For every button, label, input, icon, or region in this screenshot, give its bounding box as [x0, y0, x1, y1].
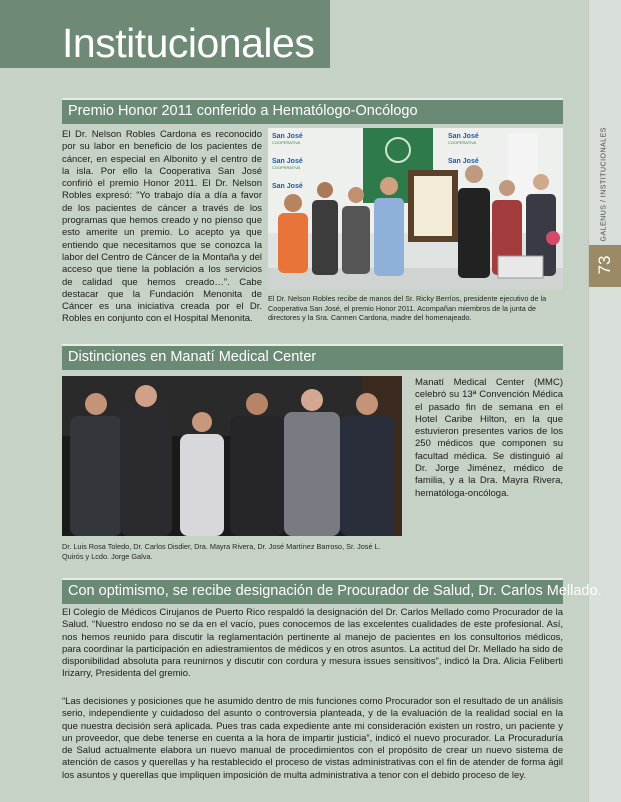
- article-paragraph: “Las decisiones y posiciones que he asumido dentro de mis funciones como Procurador son el resultado de un análisis serio, independiente y cuidadoso del asunto o controversia planteada, y de la evaluación de la realidad social en la que nuestra decisión será aplicada. Pues tras cada expediente ante mi consideración existen un rostro, un paciente y un proveedor, que debe tenerse en cuenta a la hora de impartir justicia”, indicó el nuevo procurador. La Procuraduría de Salud actualmente elabora un nuevo manual de procedimientos con el propósito de crear un nuevo sistema de atención de casos y querellas y ha restablecido el proceso de vistas administrativas con el fin de atender de forma ágil los asuntos y querellas que impliquen imposición de multa administrativa a tenor con el debido proceso de ley.: [62, 696, 563, 781]
- photo-caption: El Dr. Nelson Robles recibe de manos del Sr. Ricky Berríos, presidente ejecutivo de la Cooperativa San José, el premio Honor 2011. Acompañan miembros de la junta de directores y la Sra. Carmen Cardona, madre del homenajeado.: [268, 294, 547, 323]
- section-heading-bar: [62, 98, 563, 124]
- section-label: GALENUS / INSTITUCIONALES: [600, 127, 608, 242]
- page-title: Institucionales: [62, 20, 315, 66]
- section-heading: Con optimismo, se recibe designación de Procurador de Salud, Dr. Carlos Mellado.: [68, 583, 602, 599]
- banner-text: San José: [272, 158, 303, 165]
- banner-text: San José: [272, 183, 303, 190]
- article-body: El Dr. Nelson Robles Cardona es reconocido por su labor en beneficio de los pacientes de cáncer, en especial en Albonito y el centro de la isla. Por ello la Cooperativa San José confirió el premio Honor 2011. El Dr. Nelson Robles expresó: “Yo trabajo día a día a favor de los pacientes de cáncer a través de los programas que hemos creado y no pienso que esto amerite un premio. Lo acepto ya que entiendo que necesitamos que se conozca la labor del Centro de Cáncer de la Montaña y del acceso que tiene la población a los servicios de calidad que hemos creado…”. Cabe destacar que la Fundación Menonita de Cáncer es una iniciativa creada por el Dr. Robles en conjunto con el Hospital Menonita.: [62, 129, 262, 325]
- section-heading: Distinciones en Manatí Medical Center: [68, 349, 317, 365]
- banner-text: San José: [448, 133, 479, 140]
- article-body: Manatí Medical Center (MMC) celebró su 13ª Convención Médica el pasado fin de semana en el Hotel Caribe Hilton, en la que estuvieron presentes varios de los 250 médicos que componen su facultad médica. Se distinguió al Dr. Jorge Jiménez, médico de familia, y a la Dra. Mayra Rivera, hematóloga-oncóloga.: [415, 377, 563, 499]
- banner-text: San José: [272, 133, 303, 140]
- section-heading-bar: [62, 578, 602, 604]
- banner-subtext: COOPERATIVA: [272, 165, 301, 170]
- award-photo: [268, 128, 563, 290]
- page-number-tab: [589, 245, 621, 287]
- side-label: [589, 127, 621, 245]
- section-heading: Premio Honor 2011 conferido a Hematólogo-Oncólogo: [68, 103, 418, 119]
- page-number: 73: [595, 255, 614, 275]
- convention-photo: [62, 376, 402, 536]
- side-strip: [588, 0, 621, 802]
- banner-subtext: COOPERATIVA: [272, 140, 301, 145]
- section-heading-bar: [62, 344, 563, 370]
- award-photo-illustration: [268, 128, 563, 290]
- banner-subtext: COOPERATIVA: [448, 140, 477, 145]
- banner-text: San José: [448, 158, 479, 165]
- photo-caption: Dr. Luis Rosa Toledo, Dr. Carlos Disdier, Dra. Mayra Rivera, Dr. José Martínez Barroso, Sr. José L. Quirós y Lcdo. Jorge Galva.: [62, 542, 381, 561]
- article-paragraph: El Colegio de Médicos Cirujanos de Puerto Rico respaldó la designación del Dr. Carlos Mellado como Procurador de la Salud. “Nuestro endoso no se da en el vacío, pues conocemos de las excelentes cualidades de este profesional. Así, nos hemos reunido para discutir la reglamentación pertinente al manejo de pacientes en los consultorios médicos, para coordinar la participación en adiestramientos de médicos y en otros asuntos. La actitud del Dr. Mellado ha sido de disponibilidad absoluta para reunirnos y discutir con cordura y mesura issues sensitivos”, indicó la Dra. Alicia Feliberti Irizarry, Presidenta del gremio.: [62, 607, 563, 680]
- convention-photo-illustration: [62, 376, 402, 536]
